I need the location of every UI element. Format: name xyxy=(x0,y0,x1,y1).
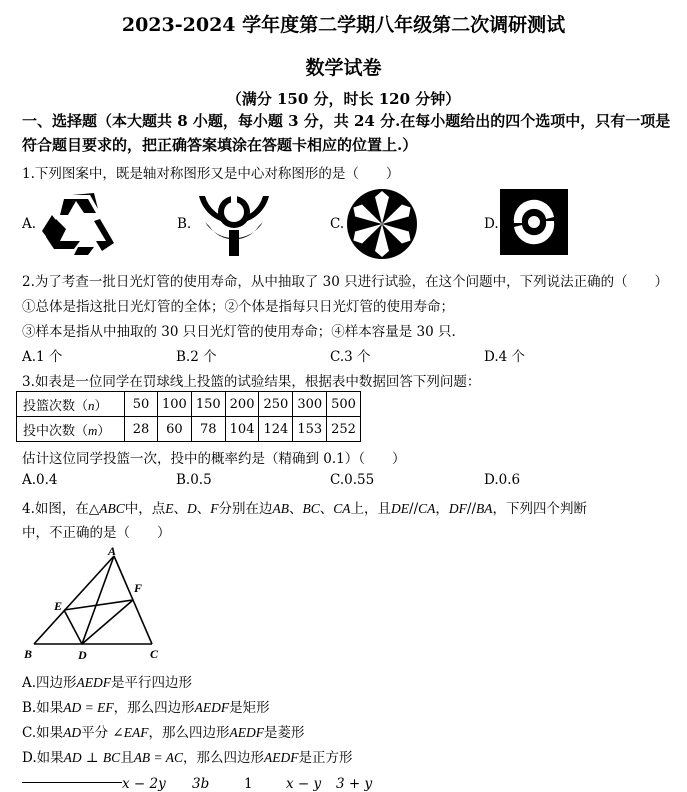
throw-results-table xyxy=(16,391,361,442)
q2-option-d: D.4 个 xyxy=(484,349,526,365)
table-row xyxy=(17,417,361,442)
q1-stem: 1.下列图案中，既是轴对称图形又是中心对称图形的是（ ） xyxy=(22,166,400,182)
q5-cutoff-line xyxy=(22,782,122,783)
q2-option-c: C.3 个 xyxy=(330,349,371,365)
q3-stem: 3.如表是一位同学在罚球线上投篮的试验结果，根据表中数据回答下列问题： xyxy=(22,374,481,390)
section-heading: 一、选择题（本大题共 8 小题，每小题 3 分，共 24 分.在每小题给出的四个选项中，只有一项是符合题目要求的，把正确答案填涂在答题卡相应的位置上.） xyxy=(22,112,671,154)
q2-option-b: B.2 个 xyxy=(176,349,217,365)
table-header-hits: 投中次数（m） xyxy=(17,417,125,442)
table-cell: 252 xyxy=(327,417,361,442)
q5-fraction-fragment: x − y xyxy=(286,776,322,792)
q2-statement-3-4: ③样本是指从中抽取的 30 只日光灯管的使用寿命；④样本容量是 30 只. xyxy=(22,324,456,340)
q2-option-a: A.1 个 xyxy=(22,349,63,365)
table-cell: 50 xyxy=(125,392,158,417)
q4-stem-line2: 中，不正确的是（ ） xyxy=(22,525,171,541)
vertex-label-b: B xyxy=(24,647,33,661)
table-cell: 60 xyxy=(158,417,192,442)
point-label-f: F xyxy=(134,581,143,595)
q5-fraction-fragment: 1 xyxy=(244,776,253,792)
table-cell: 104 xyxy=(225,417,259,442)
table-cell: 200 xyxy=(225,392,259,417)
exam-subtitle: 数学试卷 xyxy=(305,57,382,79)
table-header-attempts: 投篮次数（n） xyxy=(17,392,125,417)
table-cell: 124 xyxy=(259,417,293,442)
table-cell: 500 xyxy=(327,392,361,417)
q1-option-c-label: C. xyxy=(330,216,345,232)
q4-option-d: D.如果AD ⊥ BC且AB = AC，那么四边形AEDF是正方形 xyxy=(22,750,353,766)
q1-option-a-label: A. xyxy=(22,216,37,232)
table-cell: 300 xyxy=(293,392,327,417)
q2-stem: 2.为了考查一批日光灯管的使用寿命，从中抽取了 30 只进行试验，在这个问题中，下列说法正确的（ ） xyxy=(22,274,669,290)
q3-option-c: C.0.55 xyxy=(330,472,375,488)
table-cell: 78 xyxy=(191,417,225,442)
q3-option-d: D.0.6 xyxy=(484,472,521,488)
table-cell: 28 xyxy=(125,417,158,442)
table-cell: 153 xyxy=(293,417,327,442)
exam-title: 2023-2024 学年度第二学期八年级第二次调研测试 xyxy=(121,14,566,36)
table-cell: 150 xyxy=(191,392,225,417)
q3-question: 估计这位同学投篮一次，投中的概率约是（精确到 0.1）（ ） xyxy=(22,451,406,467)
point-label-e: E xyxy=(54,599,63,613)
table-cell: 100 xyxy=(158,392,192,417)
table-cell: 250 xyxy=(259,392,293,417)
q3-option-a: A.0.4 xyxy=(22,472,58,488)
q5-fraction-fragment: 3 + y xyxy=(336,776,373,792)
vertex-label-c: C xyxy=(150,647,159,661)
q3-option-b: B.0.5 xyxy=(176,472,212,488)
q5-fraction-fragment: 3b xyxy=(192,776,210,792)
q4-stem: 4.如图，在△ABC中，点E、D、F分别在边AB、BC、CA上，且DE//CA，DF//BA，下列四个判断 xyxy=(22,501,588,517)
recycle-symbol-icon xyxy=(38,191,116,257)
triangle-figure xyxy=(20,546,170,664)
q1-option-d-label: D. xyxy=(484,216,499,232)
point-label-d: D xyxy=(78,648,87,662)
swirl-square-icon xyxy=(500,189,568,255)
table-row xyxy=(17,392,361,417)
q4-option-b: B.如果AD = EF，那么四边形AEDF是矩形 xyxy=(22,700,270,716)
q4-option-c: C.如果AD平分 ∠EAF，那么四边形AEDF是菱形 xyxy=(22,725,305,741)
horseshoe-emblem-icon xyxy=(193,186,275,258)
exam-meta: （满分 150 分，时长 120 分钟） xyxy=(226,90,461,108)
q1-option-b-label: B. xyxy=(177,216,192,232)
q5-fraction-fragment: x − 2y xyxy=(122,776,166,792)
vertex-label-a: A xyxy=(108,546,117,558)
q2-statement-1-2: ①总体是指这批日光灯管的全体；②个体是指每只日光灯管的使用寿命； xyxy=(22,299,454,315)
snowflake-circle-icon xyxy=(345,187,419,261)
q4-option-a: A.四边形AEDF是平行四边形 xyxy=(22,675,193,691)
